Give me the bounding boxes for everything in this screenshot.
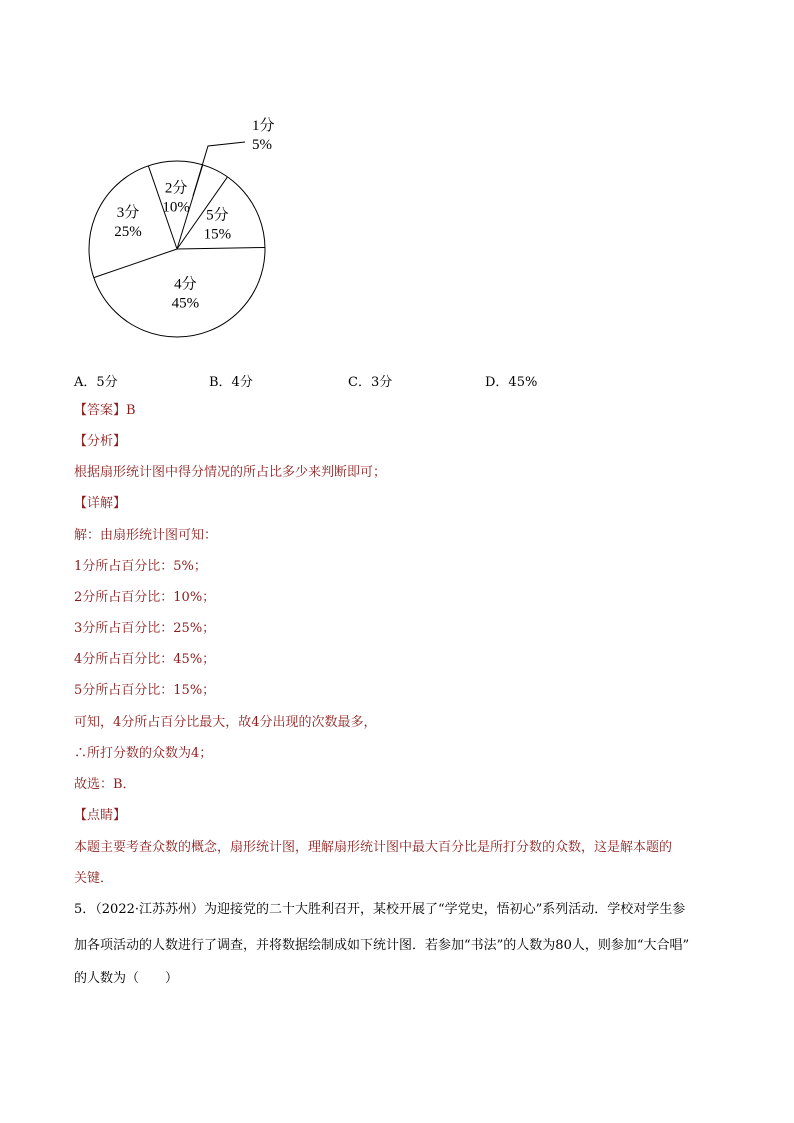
question-5-line: 加各项活动的人数进行了调查，并将数据绘制成如下统计图．若参加“书法”的人数为80人，则参加“大合唱” (74, 938, 690, 953)
pie-slice-label: 1分 (252, 118, 275, 134)
choice-c[interactable]: C．3分 (348, 375, 393, 390)
detail-tag: 【详解】 (74, 496, 127, 511)
pie-slice-percent: 10% (162, 199, 190, 216)
choice-b[interactable]: B．4分 (209, 375, 253, 390)
comment-line: 关键． (74, 871, 114, 886)
detail-line: 故选：B． (74, 777, 136, 792)
leader-line-1分 (193, 142, 245, 196)
question-5-line: 5．（2022·江苏苏州）为迎接党的二十大胜利召开，某校开展了“学党史，悟初心”系列活动．学校对学生参 (74, 902, 686, 917)
detail-line: 解：由扇形统计图可知： (74, 528, 218, 543)
pie-slice-percent: 45% (171, 295, 200, 312)
comment-line: 本题主要考查众数的概念，扇形统计图，理解扇形统计图中最大百分比是所打分数的众数，这是解本题的 (74, 840, 673, 855)
pie-slice-boundary (177, 247, 265, 249)
detail-line: 4分所占百分比：45%； (74, 652, 216, 667)
pie-slice-percent: 25% (114, 224, 142, 241)
comment-tag: 【点睛】 (74, 808, 127, 823)
answer-tag: 【答案】 (74, 403, 127, 418)
analysis-text: 根据扇形统计图中得分情况的所占比多少来判断即可； (74, 465, 387, 480)
choice-a[interactable]: A．5分 (74, 375, 118, 390)
score-pie-chart (80, 112, 280, 348)
answer-line (74, 401, 136, 421)
pie-slice-boundary (94, 249, 177, 278)
detail-line: 3分所占百分比：25%； (74, 621, 216, 636)
detail-line: ∴所打分数的众数为4； (74, 746, 213, 761)
pie-slice-label: 5分 (206, 207, 229, 224)
detail-line: 1分所占百分比：5%； (74, 559, 207, 574)
detail-line: 可知，4分所占百分比最大，故4分出现的次数最多， (74, 715, 377, 730)
pie-slice-label: 4分 (174, 276, 197, 293)
analysis-tag: 【分析】 (74, 434, 127, 449)
pie-slice-label: 3分 (116, 205, 140, 222)
detail-line: 5分所占百分比：15%； (74, 683, 216, 698)
pie-slice-percent: 5% (252, 137, 272, 153)
question-5-line: 的人数为（ ） (74, 971, 179, 986)
answer-value: B (126, 403, 136, 418)
choice-d[interactable]: D．45% (485, 375, 538, 390)
pie-slice-label: 2分 (164, 180, 188, 197)
pie-slice-percent: 15% (203, 226, 232, 243)
detail-line: 2分所占百分比：10%； (74, 590, 216, 605)
answer-choices (74, 371, 674, 391)
